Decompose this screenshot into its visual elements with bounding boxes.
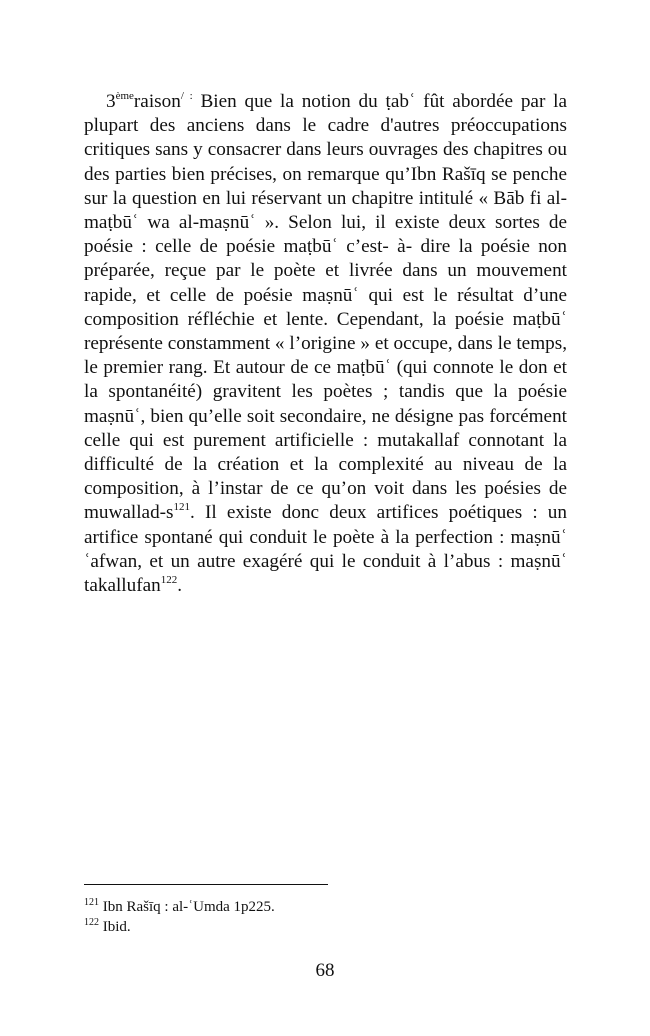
footnote-number: 122 [84, 917, 99, 928]
footnote-ref-121[interactable]: 121 [173, 501, 191, 514]
footnote-121 [84, 897, 564, 917]
footnote-text: Ibn Rašīq : al-ʿUmda 1p225. [99, 899, 275, 915]
paragraph-text-part-3: . [177, 575, 183, 597]
ordinal-suffix: ème [115, 89, 134, 102]
footnote-122 [84, 917, 564, 937]
reason-mark: / : [180, 89, 193, 102]
reason-number: 3 [106, 91, 116, 112]
reason-word: raison [133, 91, 181, 112]
footnote-text: Ibid. [99, 919, 131, 935]
footnote-ref-122[interactable]: 122 [160, 573, 178, 586]
paragraph-text-part-2: . Il existe donc deux artifices poétiques : un artifice spontané qui conduit le poète à la perfection : maṣnūʿ ʿafwan, et un autre exagéré qui le conduit à l’abus : maṣnūʿ takallufan [84, 502, 567, 597]
paragraph-text-part-1: Bien que la notion du ṭabʿ fût abordée par la plupart des anciens dans le cadre d'autres préoccupations critiques sans y consacrer dans leurs ouvrages des chapitres ou des parties bien précises, on remarque qu’Ibn Rašīq se penche sur la question en lui réservant un chapitre intitulé « Bāb fi al-maṭbūʿ wa al-maṣnūʿ ». Selon lui, il existe deux sortes de poésie : celle de poésie maṭbūʿ c’est- à- dire la poésie non préparée, reçue par le poète et livrée dans un mouvement rapide, et celle de poésie maṣnūʿ qui est le résultat d’une composition réfléchie et lente. Cependant, la poésie maṭbūʿ représente constamment « l’origine » et occupe, dans le temps, le premier rang. Et autour de ce maṭbūʿ (qui connote le don et la spontanéité) gravitent les poètes ; tandis que la poésie maṣnūʿ, bien qu’elle soit secondaire, ne désigne pas forcément celle qui est purement artificielle : mutakallaf connotant la difficulté de la création et la complexité au niveau de la composition, à l’instar de ce qu’on voit dans les poésies de muwallad-s [84, 91, 567, 524]
body-paragraph [84, 90, 567, 598]
footnotes-section [84, 897, 564, 937]
footnote-separator [84, 884, 328, 885]
footnote-number: 121 [84, 897, 99, 908]
page-number: 68 [315, 960, 335, 981]
